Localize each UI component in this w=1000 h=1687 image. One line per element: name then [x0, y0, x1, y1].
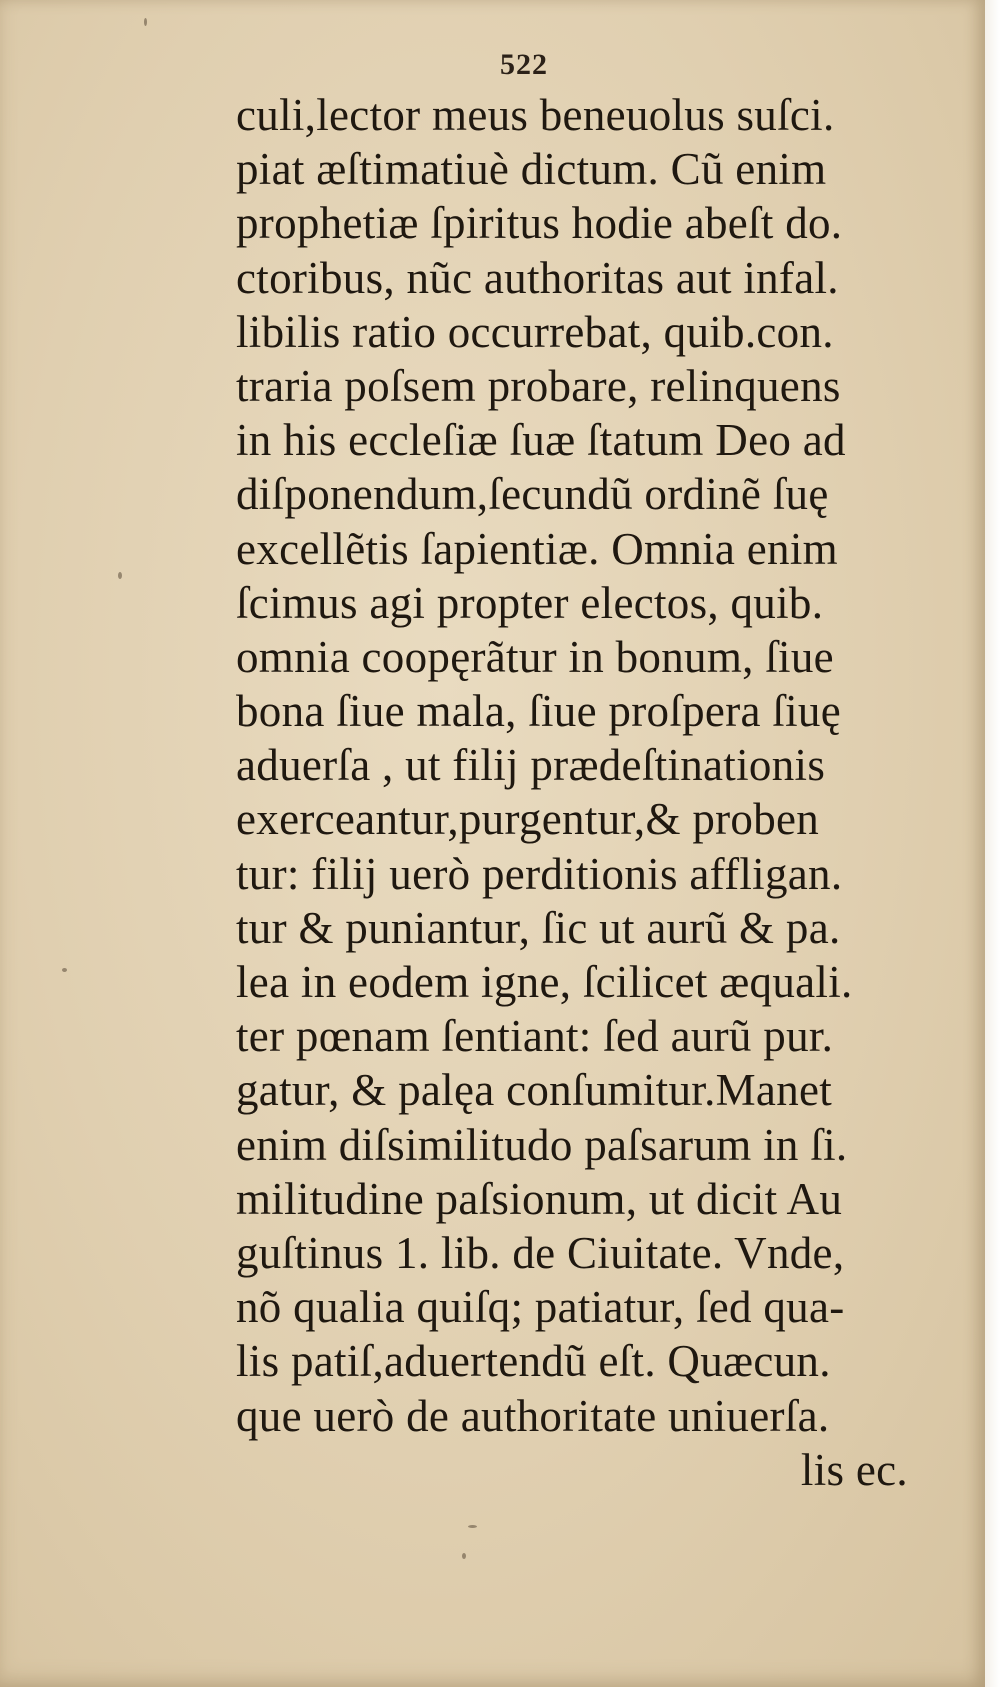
text-line: exerceantur,purgentur,& proben [236, 794, 820, 845]
text-line: diſponendum,ſecundũ ordinẽ ſuę [236, 469, 829, 520]
text-line: guſtinus 1. lib. de Ciuitate. Vnde, [236, 1227, 845, 1278]
text-line: enim diſsimilitudo paſsarum in ſi. [236, 1119, 848, 1170]
ink-speck [468, 1525, 477, 1528]
text-line: prophetiæ ſpiritus hodie abeſt do. [236, 198, 843, 249]
text-line: militudine paſsionum, ut dicit Au [236, 1173, 843, 1224]
text-line: que uerò de authoritate uniuerſa. [236, 1390, 830, 1441]
text-line: tur & puniantur, ſic ut aurũ & pa. [236, 902, 841, 953]
text-line: piat æſtimatiuè dictum. Cũ enim [236, 144, 827, 195]
text-line: in his eccleſiæ ſuæ ſtatum Deo ad [236, 415, 846, 466]
page-number: 522 [500, 48, 548, 81]
text-line: omnia coopęrãtur in bonum, ſiue [236, 631, 834, 682]
text-line: aduerſa , ut filij prædeſtinationis [236, 740, 826, 791]
text-line: lea in eodem igne, ſcilicet æquali. [236, 957, 853, 1007]
text-line: ctoribus, nũc authoritas aut infal. [236, 252, 839, 303]
text-line: gatur, & palęa conſumitur.Manet [236, 1065, 833, 1116]
ink-speck [144, 18, 147, 26]
text-line: excellẽtis ſapientiæ. Omnia enim [236, 523, 838, 574]
text-line: bona ſiue mala, ſiue proſpera ſiuę [236, 686, 841, 737]
ink-speck [462, 1553, 466, 1559]
catchword: lis ec. [800, 1444, 908, 1495]
text-line: tur: filij uerò perditionis affligan. [236, 848, 843, 899]
text-line: ſcimus agi propter electos, quib. [236, 577, 824, 628]
ink-speck [118, 572, 122, 579]
text-block [236, 88, 916, 1497]
text-line: culi,lector meus beneuolus suſci. [236, 90, 835, 140]
text-line: ter pœnam ſentiant: ſed aurũ pur. [236, 1011, 834, 1062]
ink-speck [62, 968, 67, 972]
text-line: lis patiſ,aduertendũ eſt. Quæcun. [236, 1336, 831, 1387]
text-line: libilis ratio occurrebat, quib.con. [236, 306, 834, 357]
text-line: traria poſsem probare, relinquens [236, 360, 841, 411]
page-edge [985, 0, 1000, 1687]
text-line: nõ qualia quiſq; patiatur, ſed qua- [236, 1282, 845, 1333]
